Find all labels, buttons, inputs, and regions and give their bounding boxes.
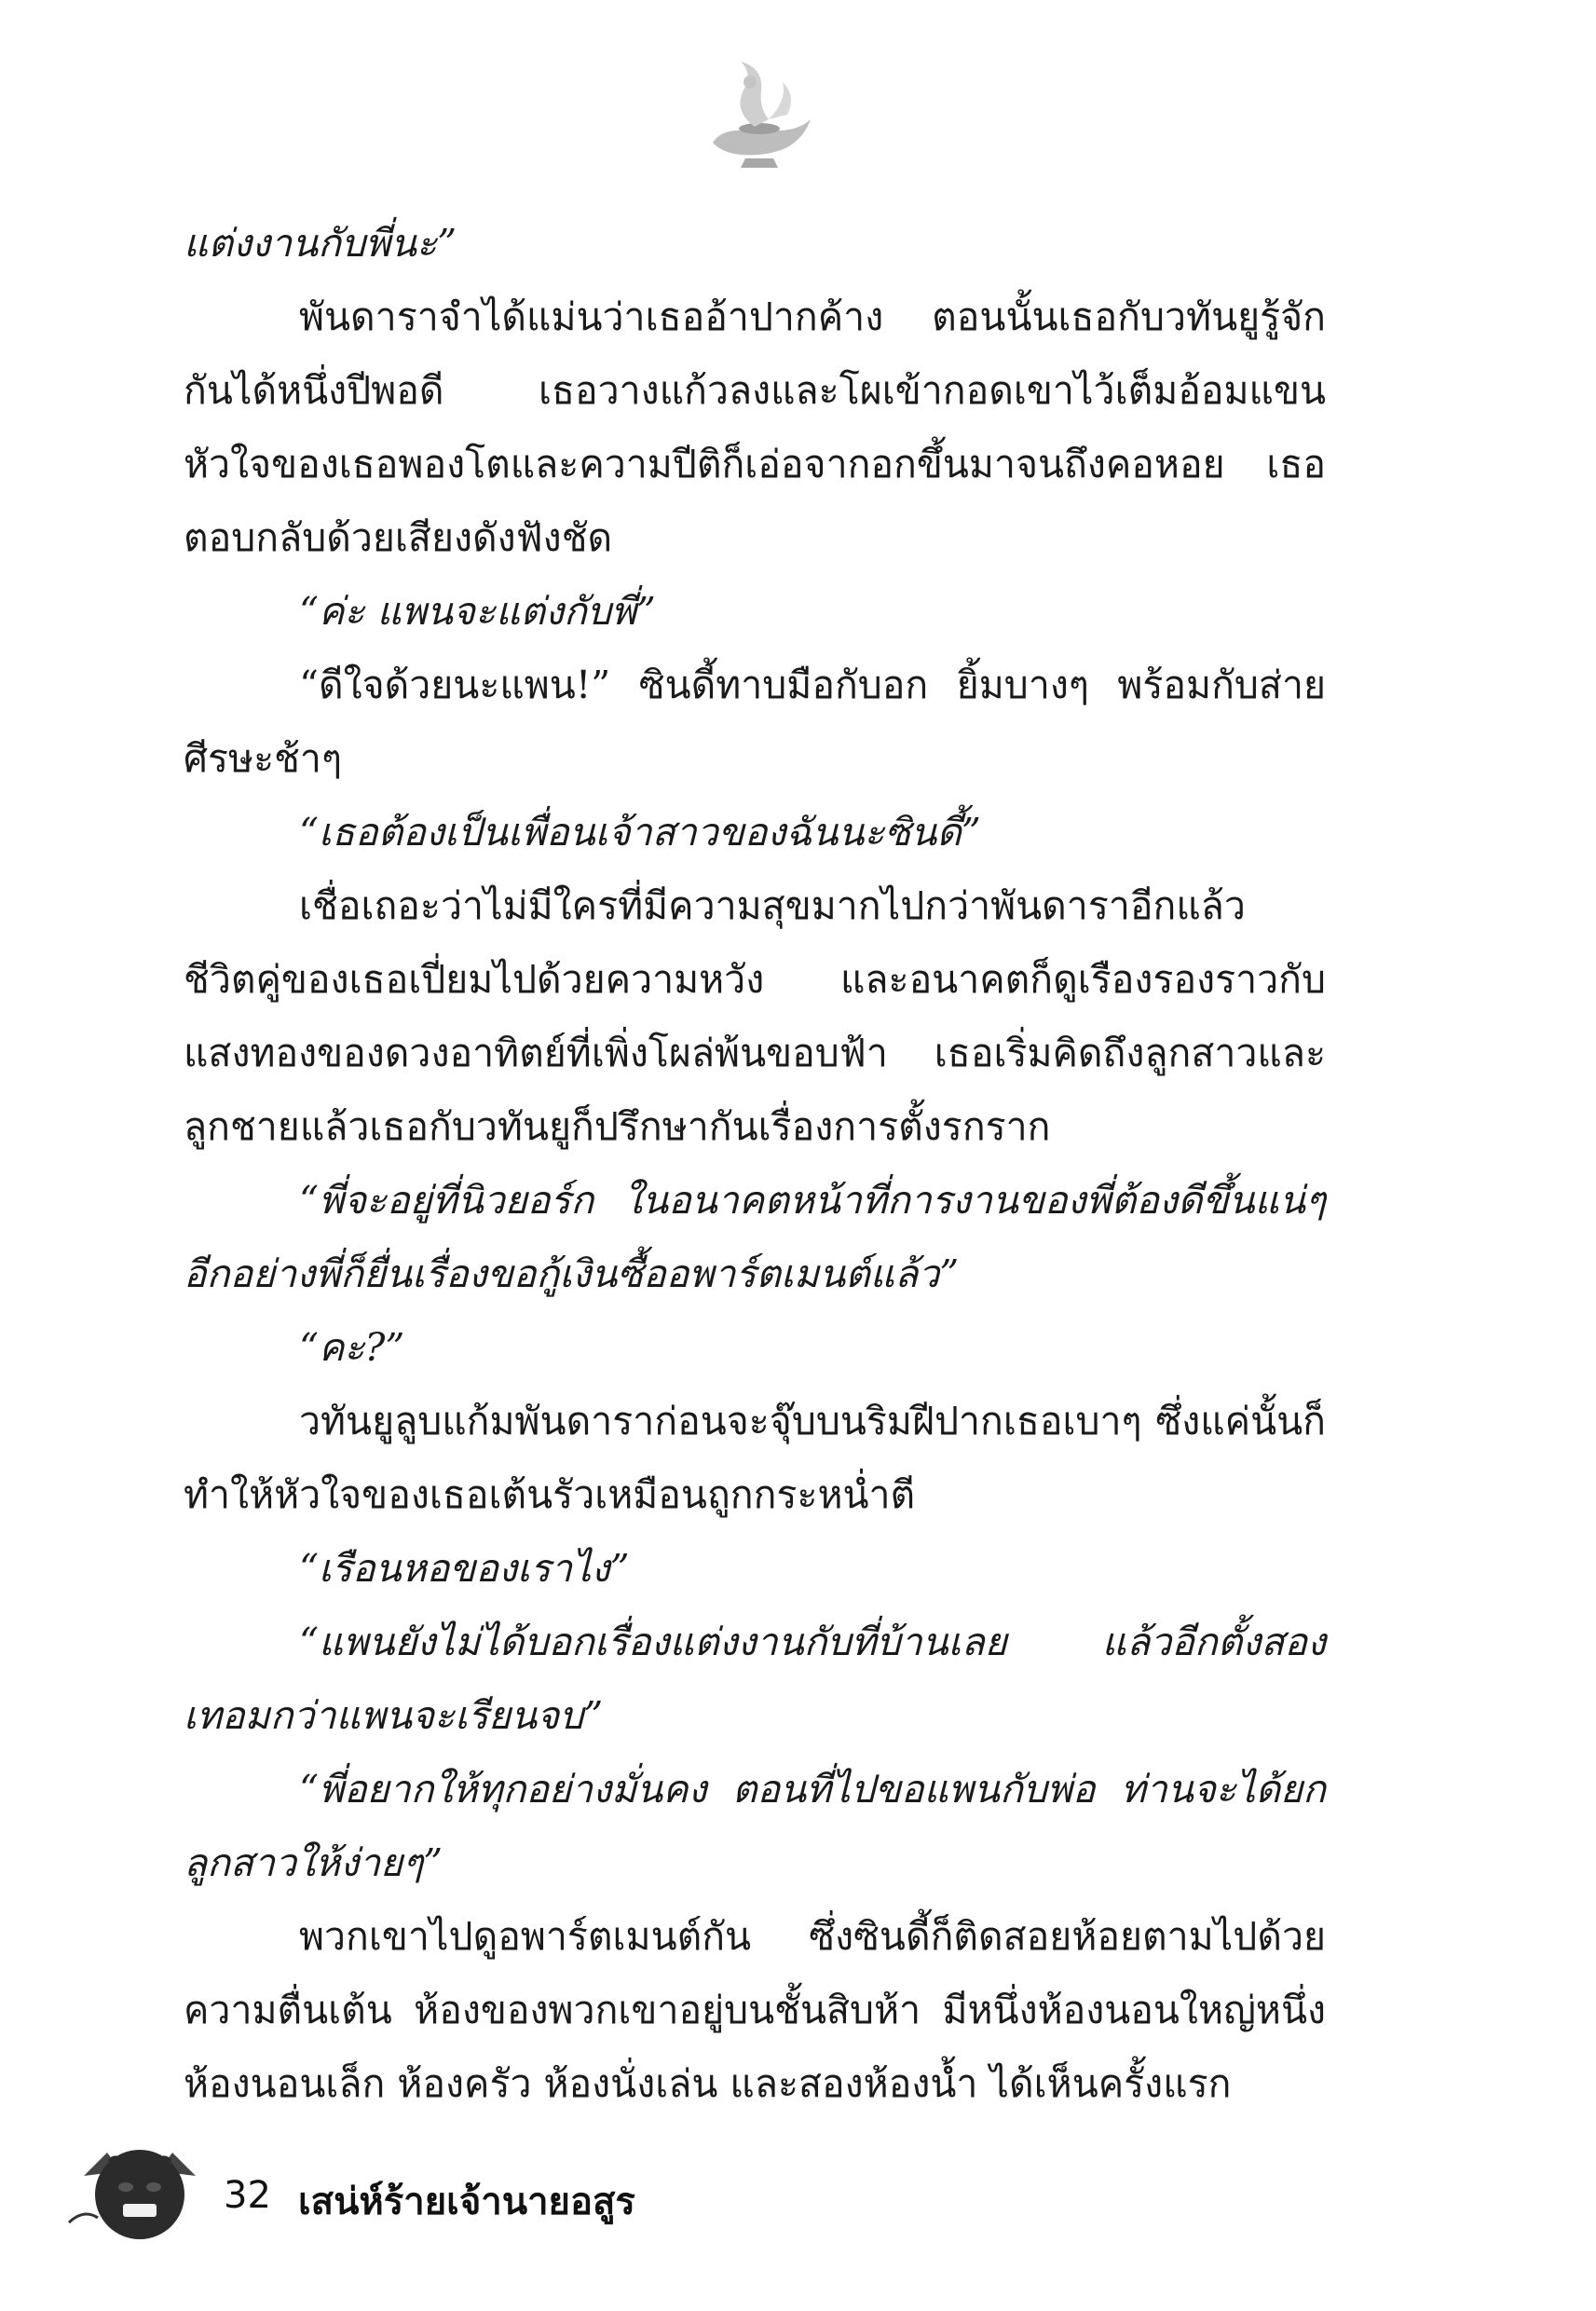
paragraph: “ค่ะ แพนจะแต่งกับพี่” (299, 589, 656, 634)
bat-monster-icon (65, 2120, 214, 2250)
page-footer (65, 2120, 717, 2260)
paragraph: “พี่จะอยู่ที่นิวยอร์ก ในอนาคตหน้าที่การงานของพี่ต้องดีขึ้นแน่ๆ อีกอย่างพี่ก็ยื่นเรื่องขอกู้เงินซื้ออพาร์ตเมนต์แล้ว” (184, 1178, 1326, 1296)
paragraph: พันดาราจำได้แม่นว่าเธออ้าปากค้าง ตอนนั้นเธอกับวทันยูรู้จักกันได้หนึ่งปีพอดี เธอวางแก้วลงและโผเข้ากอดเขาไว้เต็มอ้อมแขน หัวใจของเธอพองโตและความปีติก็เอ่อจากอกขึ้นมาจนถึงคอหอย เธอตอบกลับด้วยเสียงดังฟังชัด (184, 294, 1326, 560)
paragraph: เชื่อเถอะว่าไม่มีใครที่มีความสุขมากไปกว่าพันดาราอีกแล้ว ชีวิตคู่ของเธอเปี่ยมไปด้วยความหวัง และอนาคตก็ดูเรืองรองราวกับแสงทองของดวงอาทิตย์ที่เพิ่งโผล่พ้นขอบฟ้า เธอเริ่มคิดถึงลูกสาวและลูกชายแล้วเธอกับวทันยูก็ปรึกษากันเรื่องการตั้งรกราก (184, 883, 1326, 1149)
magic-lamp-icon (694, 54, 825, 175)
book-title: เสน่ห์ร้ายเจ้านายอสูร (298, 2181, 635, 2223)
paragraph: “เธอต้องเป็นเพื่อนเจ้าสาวของฉันนะซินดี้” (299, 810, 981, 855)
paragraph: “คะ?” (299, 1325, 405, 1370)
paragraph: แต่งงานกับพี่นะ” (184, 221, 457, 266)
paragraph: “พี่อยากให้ทุกอย่างมั่นคง ตอนที่ไปขอแพนกับพ่อ ท่านจะได้ยกลูกสาวให้ง่ายๆ” (184, 1767, 1326, 1885)
body-text (184, 207, 1326, 2121)
paragraph: “ดีใจด้วยนะแพน!” ซินดี้ทาบมือกับอก ยิ้มบางๆ พร้อมกับส่ายศีรษะช้าๆ (184, 663, 1326, 781)
page-number: 32 (224, 2174, 271, 2217)
paragraph: “แพนยังไม่ได้บอกเรื่องแต่งงานกับที่บ้านเลย แล้วอีกตั้งสองเทอมกว่าแพนจะเรียนจบ” (184, 1620, 1326, 1738)
paragraph: “เรือนหอของเราไง” (299, 1546, 630, 1591)
paragraph: วทันยูลูบแก้มพันดาราก่อนจะจุ๊บบนริมฝีปากเธอเบาๆ ซึ่งแค่นั้นก็ทำให้หัวใจของเธอเต้นรัวเหมือนถูกกระหน่ำตี (184, 1399, 1326, 1517)
paragraph: พวกเขาไปดูอพาร์ตเมนต์กัน ซึ่งซินดี้ก็ติดสอยห้อยตามไปด้วยความตื่นเต้น ห้องของพวกเขาอยู่บนชั้นสิบห้า มีหนึ่งห้องนอนใหญ่หนึ่งห้องนอนเล็ก ห้องครัว ห้องนั่งเล่น และสองห้องน้ำ ได้เห็นครั้งแรก (184, 1914, 1326, 2106)
